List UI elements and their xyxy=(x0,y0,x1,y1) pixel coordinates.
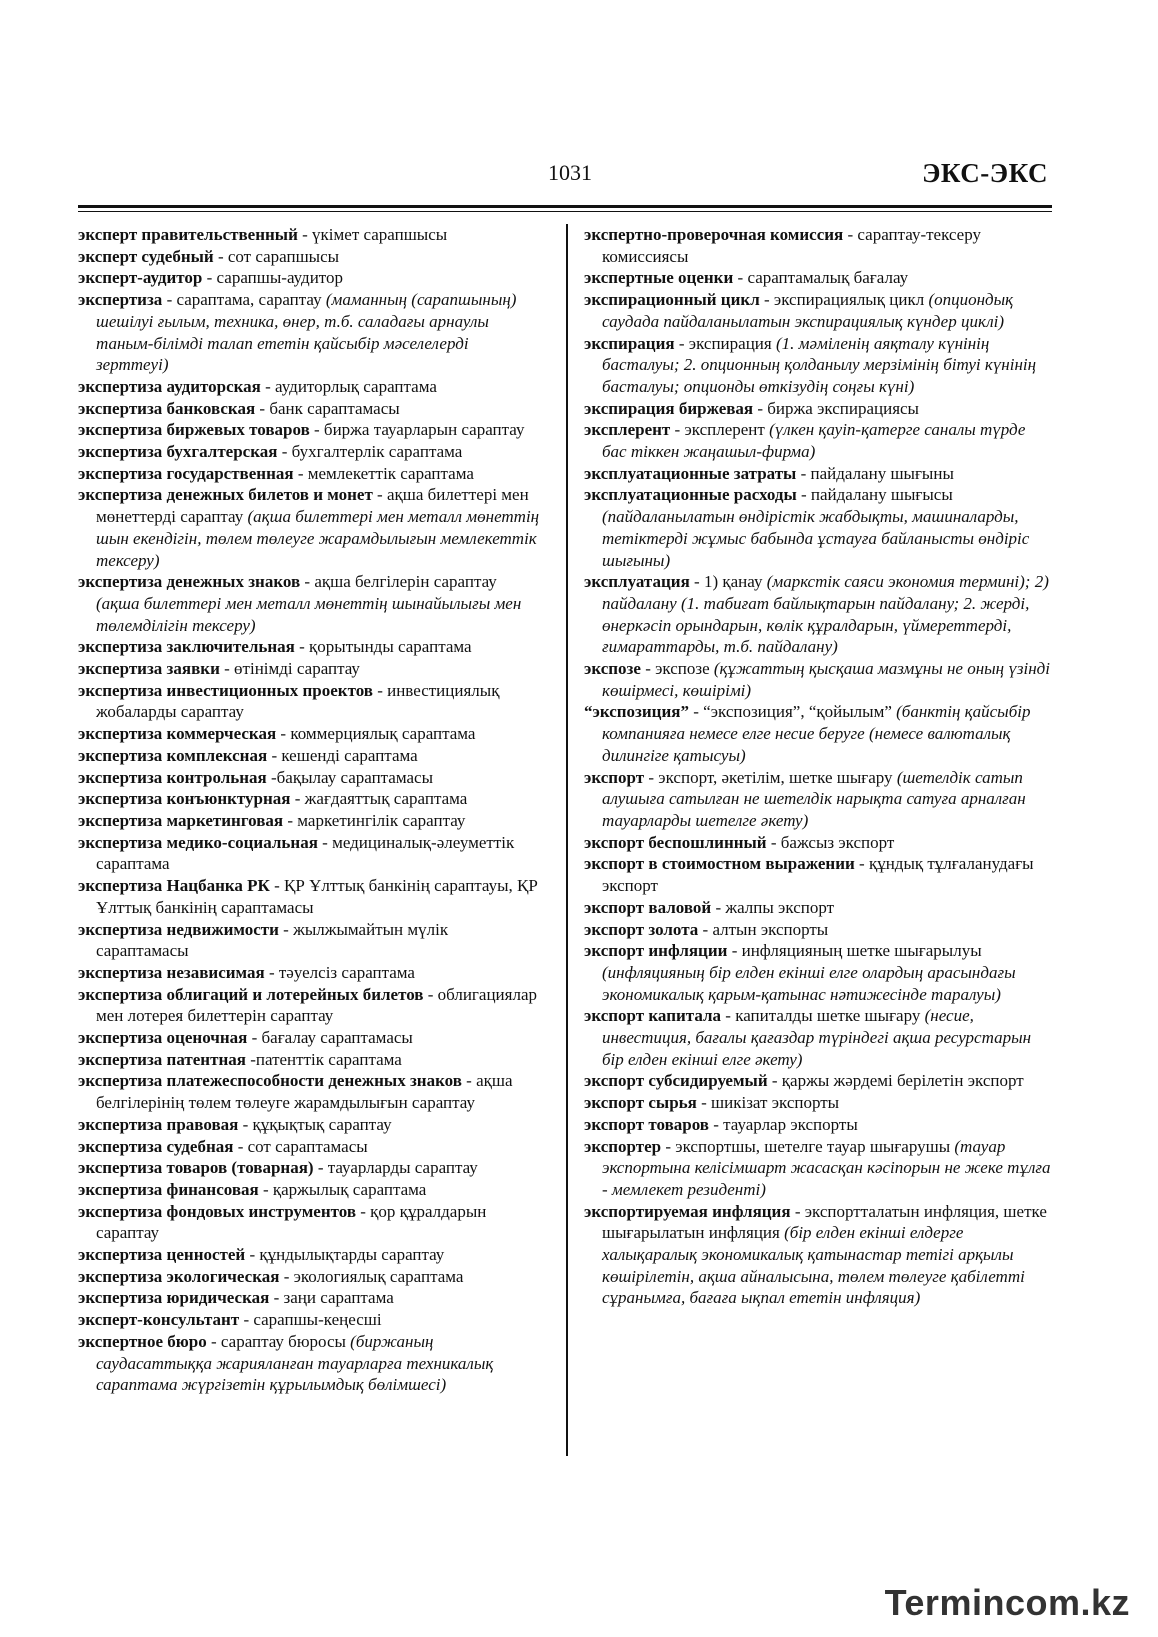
entry-translation: - банк сараптамасы xyxy=(255,398,400,418)
entry-translation: - экспортшы, шетелге тауар шығарушы xyxy=(661,1136,955,1156)
entry-term: экспертиза маркетинговая xyxy=(78,810,284,830)
dictionary-entry xyxy=(78,962,543,984)
dictionary-entry xyxy=(78,398,543,420)
entry-term: экспертиза контрольная xyxy=(78,767,267,787)
entry-term: эксплуатационные затраты xyxy=(584,463,797,483)
dictionary-entry xyxy=(78,680,543,723)
dictionary-entry xyxy=(584,419,1054,462)
right-column xyxy=(584,224,1054,1309)
entry-translation: - аудиторлық сараптама xyxy=(260,376,437,396)
entry-term: экспертиза аудиторская xyxy=(78,376,261,396)
dictionary-entry xyxy=(584,1201,1054,1310)
entry-translation: - ақша белгілерінің төлем төлеуге жарамдылығын сараптау xyxy=(96,1071,513,1113)
entry-translation: - инвестициялық жобаларды сараптау xyxy=(96,680,500,722)
entry-gloss: (ақша билеттері мен металл мөнеттің шынайылығы мен төлемділігін тексеру) xyxy=(96,593,522,635)
entry-term: экспертиза платежеспособности денежных знаков xyxy=(78,1071,462,1091)
entry-translation: - құндық тұлғаланудағы экспорт xyxy=(602,854,1034,896)
entry-translation: - сот сараптамасы xyxy=(233,1136,368,1156)
dictionary-entry xyxy=(78,658,543,680)
entry-gloss: (шетелдік сатып алушыға сатылған не шетелдік нарықта сатуға арналған тауарларды шетелге әкету) xyxy=(602,767,1026,830)
entry-term: экспертно-проверочная комиссия xyxy=(584,225,844,244)
entry-term: “экспозиция” xyxy=(584,702,689,722)
entry-term: эксперт-консультант xyxy=(78,1310,240,1330)
entry-term: экспертиза финансовая xyxy=(78,1179,259,1199)
entry-term: экспозе xyxy=(584,659,641,679)
dictionary-entry xyxy=(78,376,543,398)
entry-term: экспертиза комплексная xyxy=(78,745,268,765)
entry-term: экспертиза оценочная xyxy=(78,1028,248,1048)
entry-term: эксперт правительственный xyxy=(78,225,298,244)
entry-gloss: (пайдаланылатын өндірістік жабдықты, машиналарды, тетіктерді жұмыс бабында ұстауға байланысты өндіріс шығыны) xyxy=(602,507,1030,570)
entry-term: экспертиза юридическая xyxy=(78,1288,270,1308)
entry-term: экспертиза недвижимости xyxy=(78,919,279,939)
dictionary-entry xyxy=(78,571,543,636)
entry-gloss: (банктің қайсыбір компанияға немесе елге несие беруге (немесе валюталық дилингіге қатысуы) xyxy=(602,702,1031,765)
entry-translation: - экспирациялық цикл xyxy=(759,290,929,310)
entry-translation: -патенттік сараптама xyxy=(245,1049,402,1069)
entry-term: экспертные оценки xyxy=(584,268,734,288)
entry-translation: - тауарлар экспорты xyxy=(709,1114,858,1134)
dictionary-entry xyxy=(584,1136,1054,1201)
entry-translation: - бухгалтерлік сараптама xyxy=(277,442,463,462)
entry-translation: - пайдалану шығыны xyxy=(796,463,954,483)
entry-term: экспорт товаров xyxy=(584,1114,709,1134)
entry-term: эксплуатационные расходы xyxy=(584,485,797,505)
entry-term: экспорт xyxy=(584,767,645,787)
dictionary-entry xyxy=(78,745,543,767)
entry-translation: - “экспозиция”, “қойылым” xyxy=(688,702,897,722)
dictionary-entry xyxy=(584,767,1054,832)
dictionary-entry xyxy=(78,1136,543,1158)
entry-translation: - алтын экспорты xyxy=(698,919,829,939)
dictionary-entry xyxy=(78,1114,543,1136)
entry-translation: - биржа тауарларын сараптау xyxy=(309,420,525,440)
dictionary-entry xyxy=(78,1070,543,1113)
dictionary-entry xyxy=(584,571,1054,658)
entry-gloss: (маркстік саяси экономия термині); 2) пайдалану (1. табиғат байлықтарын пайдалану; 2. жерді, өнеркәсіп орындарын, көлік құралдарын, үймереттерді, ғимараттарды, т.б. пайдалану) xyxy=(602,572,1049,657)
dictionary-entry xyxy=(584,1114,1054,1136)
entry-term: экспертиза конъюнктурная xyxy=(78,789,291,809)
entry-term: экспертиза Нацбанка РК xyxy=(78,876,270,896)
dictionary-entry xyxy=(78,267,543,289)
entry-term: экспертиза заключительная xyxy=(78,637,295,657)
entry-term: экспорт капитала xyxy=(584,1006,722,1026)
page-number: 1031 xyxy=(548,160,592,185)
entry-translation: - капиталды шетке шығару xyxy=(721,1006,925,1026)
entry-term: экспорт сырья xyxy=(584,1093,697,1113)
dictionary-entry xyxy=(78,832,543,875)
entry-term: эксперт судебный xyxy=(78,246,214,266)
header-rule-thin xyxy=(78,211,1052,212)
entry-translation: - сараптамалық бағалау xyxy=(733,268,909,288)
entry-translation: - экспорт, әкетілім, шетке шығару xyxy=(644,767,897,787)
entry-translation: - ҚР Ұлттық банкінің сараптауы, ҚР Ұлттық банкінің сараптамасы xyxy=(96,876,538,917)
entry-gloss: (бір елден екінші елдерге халықаралық экономикалық қатынастар тетігі арқылы көшірілетін, ақша айналысына, төлем төлеуге қабілетті сұранымға, бағаға ықпал ететін инфляция) xyxy=(602,1223,1025,1308)
entry-term: экспертиза облигаций и лотерейных билетов xyxy=(78,984,424,1004)
column-divider xyxy=(566,224,568,1456)
entry-translation: - кешенді сараптама xyxy=(267,745,418,765)
dictionary-entry xyxy=(584,1070,1054,1092)
dictionary-entry xyxy=(78,636,543,658)
entry-term: экспертиза бухгалтерская xyxy=(78,442,278,462)
entry-translation: - ақша белгілерін сараптау xyxy=(300,572,497,592)
dictionary-entry xyxy=(78,484,543,571)
dictionary-entry xyxy=(78,875,543,918)
entry-translation: - шикізат экспорты xyxy=(696,1093,840,1113)
dictionary-entry xyxy=(78,1309,543,1331)
entry-gloss: (құжаттың қысқаша мазмұны не оның үзінді көшірмесі, көшірімі) xyxy=(602,659,1050,700)
left-column xyxy=(78,224,543,1396)
entry-term: экспирация биржевая xyxy=(584,398,754,418)
dictionary-entry xyxy=(78,1266,543,1288)
entry-gloss: (инфляцияның бір елден екінші елге олардың арасындағы экономикалық қарым-қатынас нәтижесінде таралуы) xyxy=(602,962,1016,1004)
entry-translation: - қаржылық сараптама xyxy=(258,1179,427,1199)
entry-translation: - құқықтық сараптау xyxy=(238,1114,392,1134)
entry-term: экспертиза правовая xyxy=(78,1114,239,1134)
entry-translation: - өтінімді сараптау xyxy=(219,659,360,679)
entry-translation: - медициналық-әлеуметтік сараптама xyxy=(96,832,515,874)
site-watermark: Termincom.kz xyxy=(884,1582,1130,1623)
entry-term: экспорт золота xyxy=(584,919,699,939)
entry-translation: - экспирация xyxy=(674,333,776,353)
entry-gloss: (маманның (сарапшының) шешілуі ғылым, техника, өнер, т.б. саладағы арнаулы таным-білімді талап ететін қайсыбір мәселелерді зерттеуі) xyxy=(96,290,517,375)
dictionary-entry xyxy=(78,463,543,485)
entry-gloss: (ақша билеттері мен металл мөнеттің шын екендігін, төлем төлеуге жарамдылығын мемлекеттік тексеру) xyxy=(96,507,540,570)
dictionary-entry xyxy=(78,1157,543,1179)
dictionary-entry xyxy=(78,1331,543,1396)
dictionary-entry xyxy=(78,224,543,246)
dictionary-entry xyxy=(78,788,543,810)
entry-translation: - экспортталатын инфляция, шетке шығарылатын инфляция xyxy=(602,1201,1047,1243)
entry-term: экспортируемая инфляция xyxy=(584,1201,791,1221)
entry-term: экспорт инфляции xyxy=(584,941,728,961)
entry-translation: - қор құралдарын сараптау xyxy=(96,1201,487,1243)
entry-term: экспертиза патентная xyxy=(78,1049,246,1069)
entry-translation: - сот сарапшысы xyxy=(213,246,340,266)
entry-translation: - экологиялық сараптама xyxy=(279,1266,464,1286)
entry-translation: - бағалау сараптамасы xyxy=(247,1028,413,1048)
entry-translation: - сараптама, сараптау xyxy=(162,290,326,310)
entry-translation: - инфляцияның шетке шығарылуы xyxy=(727,941,982,961)
entry-term: экспортер xyxy=(584,1136,662,1156)
entry-term: экспорт беспошлинный xyxy=(584,832,767,852)
entry-term: эксплерент xyxy=(584,420,671,440)
dictionary-entry xyxy=(584,832,1054,854)
entry-term: экспертное бюро xyxy=(78,1331,207,1351)
entry-translation: - бажсыз экспорт xyxy=(766,832,895,852)
dictionary-entry xyxy=(584,267,1054,289)
dictionary-entry xyxy=(78,723,543,745)
dictionary-entry xyxy=(78,810,543,832)
entry-translation: - ақша билеттері мен мөнеттерді сараптау xyxy=(96,485,529,527)
dictionary-entry xyxy=(78,246,543,268)
entry-translation: - экспозе xyxy=(640,659,714,679)
dictionary-entry xyxy=(584,484,1054,571)
entry-term: экспирация xyxy=(584,333,675,353)
dictionary-entry xyxy=(78,767,543,789)
header-rule-thick xyxy=(78,205,1052,208)
dictionary-entry xyxy=(584,289,1054,332)
dictionary-entry xyxy=(78,441,543,463)
dictionary-entry xyxy=(584,658,1054,701)
entry-term: экспертиза экологическая xyxy=(78,1266,280,1286)
entry-translation: - сараптау бюросы xyxy=(206,1331,351,1351)
entry-translation: - 1) қанау xyxy=(689,572,767,592)
entry-term: экспорт валовой xyxy=(584,897,712,917)
entry-translation: - жағдаяттық сараптама xyxy=(290,789,468,809)
dictionary-entry xyxy=(78,984,543,1027)
entry-translation: - эксплерент xyxy=(670,420,770,440)
entry-term: экспертиза ценностей xyxy=(78,1245,246,1265)
entry-translation: - жалпы экспорт xyxy=(711,897,835,917)
entry-translation: - үкімет сарапшысы xyxy=(297,225,448,244)
entry-translation: - тауарларды сараптау xyxy=(313,1158,478,1178)
dictionary-entry xyxy=(584,333,1054,398)
entry-term: эксперт-аудитор xyxy=(78,268,203,288)
dictionary-entry xyxy=(584,1005,1054,1070)
entry-term: экспертиза денежных знаков xyxy=(78,572,301,592)
entry-term: экспертиза коммерческая xyxy=(78,724,277,744)
entry-translation: - маркетингілік сараптау xyxy=(283,810,466,830)
entry-translation: - қаржы жәрдемі берілетін экспорт xyxy=(767,1071,1024,1091)
running-head: ЭКС-ЭКС xyxy=(922,158,1048,188)
entry-translation: - пайдалану шығысы xyxy=(796,485,953,505)
entry-term: эксплуатация xyxy=(584,572,690,592)
dictionary-entry xyxy=(78,1287,543,1309)
entry-term: экспертиза денежных билетов и монет xyxy=(78,485,373,505)
entry-translation: - мемлекеттік сараптама xyxy=(293,463,474,483)
entry-gloss: (үлкен қауіп-қатерге саналы түрде бас тіккен жаңашыл-фирма) xyxy=(602,420,1026,462)
entry-translation: - құндылықтарды сараптау xyxy=(245,1245,445,1265)
entry-gloss: (1. мәміленің аяқталу күнінің басталуы; 2. опционның қолданылу мерзімінің бітуі күнінің басталуы; опционды өткізудің соңғы күні) xyxy=(602,333,1037,396)
dictionary-entry xyxy=(78,419,543,441)
entry-translation: - жылжымайтын мүлік сараптамасы xyxy=(96,919,449,961)
entry-translation: - облигациялар мен лотерея билеттерін сараптау xyxy=(96,984,537,1026)
entry-term: экспертиза фондовых инструментов xyxy=(78,1201,357,1221)
dictionary-entry xyxy=(78,1027,543,1049)
entry-translation: - заңи сараптама xyxy=(269,1288,394,1308)
entry-term: экспорт субсидируемый xyxy=(584,1071,768,1091)
entry-term: экспертиза биржевых товаров xyxy=(78,420,310,440)
entry-term: экспертиза независимая xyxy=(78,962,265,982)
entry-translation: - тәуелсіз сараптама xyxy=(264,962,415,982)
entry-term: экспорт в стоимостном выражении xyxy=(584,854,855,874)
entry-term: экспертиза инвестиционных проектов xyxy=(78,680,373,700)
entry-translation: -бақылау сараптамасы xyxy=(266,767,434,787)
entry-translation: - сарапшы-кеңесші xyxy=(239,1310,382,1330)
dictionary-entry xyxy=(78,1244,543,1266)
entry-term: экспертиза медико-социальная xyxy=(78,832,318,852)
entry-term: экспертиза товаров (товарная) xyxy=(78,1158,314,1178)
dictionary-entry xyxy=(584,897,1054,919)
entry-translation: - биржа экспирациясы xyxy=(753,398,919,418)
dictionary-entry xyxy=(78,919,543,962)
entry-translation: - сарапшы-аудитор xyxy=(202,268,344,288)
dictionary-entry xyxy=(78,1179,543,1201)
entry-gloss: (несие, инвестиция, бағалы қағаздар түріндегі ақша ресурстарын бір елден екінші елге әкету) xyxy=(602,1006,1032,1069)
entry-term: экспирационный цикл xyxy=(584,290,760,310)
dictionary-entry xyxy=(584,1092,1054,1114)
dictionary-entry xyxy=(584,919,1054,941)
entry-translation: - коммерциялық сараптама xyxy=(276,724,476,744)
entry-term: экспертиза банковская xyxy=(78,398,256,418)
dictionary-entry xyxy=(78,1049,543,1071)
dictionary-entry xyxy=(584,701,1054,766)
entry-term: экспертиза судебная xyxy=(78,1136,234,1156)
entry-term: экспертиза xyxy=(78,290,163,310)
dictionary-entry xyxy=(584,224,1054,267)
dictionary-entry xyxy=(78,1201,543,1244)
entry-translation: - сараптау-тексеру комиссиясы xyxy=(602,225,981,266)
dictionary-entry xyxy=(584,853,1054,896)
dictionary-entry xyxy=(584,463,1054,485)
dictionary-entry xyxy=(78,289,543,376)
entry-gloss: (опциондық саудада пайдаланылатын экспирациялық күндер циклі) xyxy=(602,290,1014,331)
entry-translation: - қорытынды сараптама xyxy=(294,637,472,657)
entry-term: экспертиза государственная xyxy=(78,463,294,483)
entry-gloss: (биржаның саудасаттыққа жарияланған тауарларға техникалық сараптама жүргізетін құрылымдық бөлімшесі) xyxy=(96,1331,494,1395)
dictionary-entry xyxy=(584,940,1054,1005)
dictionary-entry xyxy=(584,398,1054,420)
entry-gloss: (тауар экспортына келісімшарт жасасқан кәсіпорын не жеке тұлға - мемлекет резиденті) xyxy=(602,1136,1051,1199)
entry-term: экспертиза заявки xyxy=(78,659,220,679)
